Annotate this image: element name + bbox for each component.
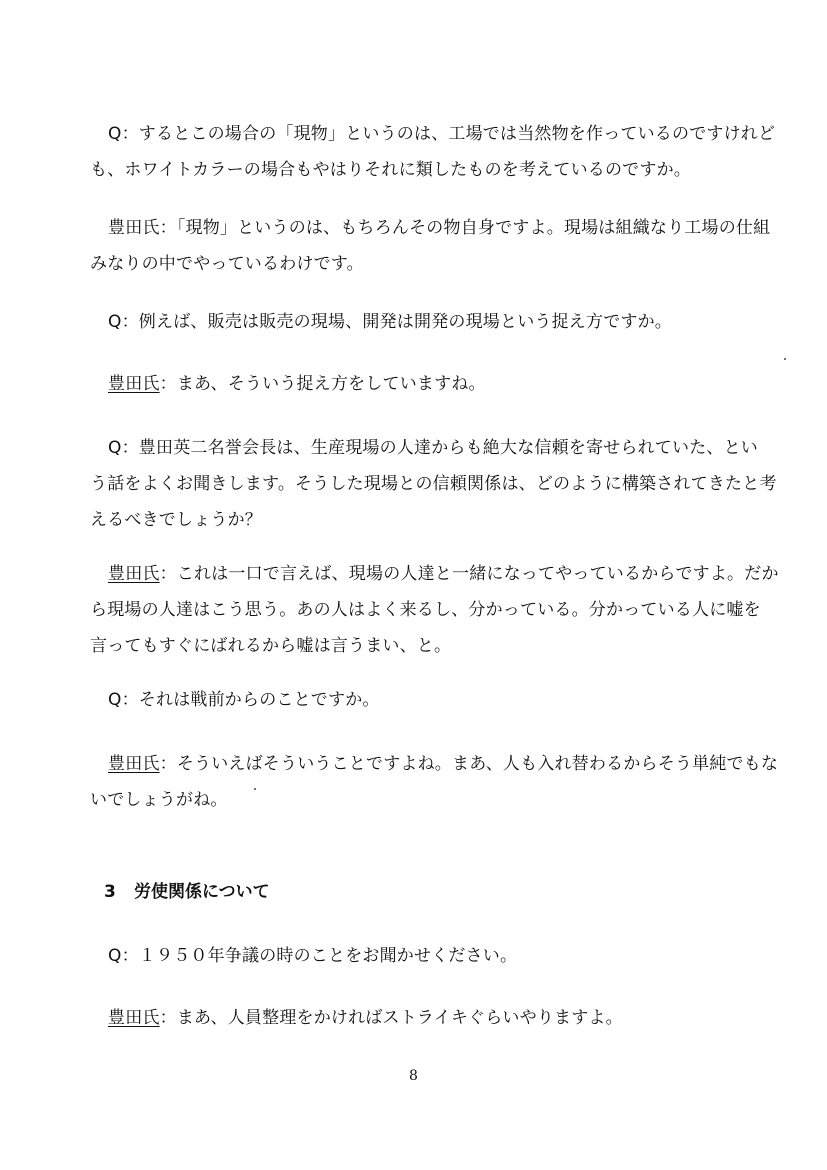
- paragraph-line: みなりの中でやっているわけです。: [90, 254, 364, 274]
- speaker-separator: ：: [121, 438, 139, 458]
- speaker-separator: ：: [159, 218, 177, 238]
- paragraph-text: 豊田英二名誉会長は、生産現場の人達からも絶大な信頼を寄せられていた、とい: [138, 438, 758, 458]
- paragraph-text: １９５０年争議の時のことをお聞かせください。: [138, 946, 518, 966]
- speaker-label: 豊田氏: [108, 218, 160, 238]
- paragraph-line: う話をよくお聞きします。そうした現場との信頼関係は、どのように構築されてきたと考: [90, 474, 777, 494]
- speaker-label: 豊田氏: [108, 1008, 160, 1028]
- interview-answer: [90, 1000, 780, 1036]
- paragraph-text: まあ、人員整理をかければストライキぐらいやりますよ。: [176, 1008, 623, 1028]
- section-title: 労使関係について: [134, 882, 270, 902]
- speaker-label: Q: [108, 946, 122, 966]
- interview-answer: [90, 366, 780, 402]
- paragraph-line: [90, 116, 780, 152]
- speaker-label: Q: [108, 124, 122, 144]
- paragraph-line: [90, 304, 780, 340]
- speaker-label: 豊田氏: [108, 374, 160, 394]
- speaker-label: Q: [108, 690, 122, 710]
- speaker-separator: ：: [159, 754, 177, 774]
- paragraph-line: [90, 1000, 780, 1036]
- paragraph-text: 例えば、販売は販売の現場、開発は開発の現場という捉え方ですか。: [138, 312, 672, 332]
- paragraph-text: まあ、そういう捉え方をしていますね。: [176, 374, 486, 394]
- paragraph-line: [90, 682, 780, 718]
- paragraph-line: [90, 430, 780, 466]
- paragraph-text: 「現物」というのは、もちろんその物自身ですよ。現場は組織なり工場の仕組: [176, 218, 771, 238]
- interview-answer: [90, 210, 780, 282]
- page-number: 8: [409, 1068, 418, 1084]
- speaker-label: 豊田氏: [108, 564, 160, 584]
- scan-speck: [254, 788, 256, 790]
- speaker-separator: ：: [121, 312, 139, 332]
- speaker-label: 豊田氏: [108, 754, 160, 774]
- interview-answer: [90, 556, 780, 664]
- paragraph-text: するとこの場合の「現物」というのは、工場では当然物を作っているのですけれど: [138, 124, 776, 144]
- paragraph-line: 言ってもすぐにばれるから嘘は言うまい、と。: [90, 636, 452, 656]
- paragraph-line: [90, 938, 780, 974]
- speaker-separator: ：: [159, 374, 177, 394]
- interview-question: [90, 116, 780, 188]
- interview-question: [90, 304, 780, 340]
- paragraph-line: [90, 210, 780, 246]
- speaker-separator: ：: [121, 124, 139, 144]
- paragraph-text: これは一口で言えば、現場の人達と一緒になってやっているからですよ。だか: [176, 564, 779, 584]
- paragraph-line: も、ホワイトカラーの場合もやはりそれに類したものを考えているのですか。: [90, 160, 691, 180]
- paragraph-text: それは戦前からのことですか。: [138, 690, 380, 710]
- section-heading: [104, 878, 270, 906]
- speaker-separator: ：: [121, 690, 139, 710]
- scan-speck: [784, 358, 786, 360]
- paragraph-line: [90, 366, 780, 402]
- speaker-separator: ：: [121, 946, 139, 966]
- interview-question: [90, 682, 780, 718]
- paragraph-line: いでしょうがね。: [90, 790, 228, 810]
- speaker-label: Q: [108, 438, 122, 458]
- interview-question: [90, 430, 780, 538]
- paragraph-line: ら現場の人達はこう思う。あの人はよく来るし、分かっている。分かっている人に嘘を: [90, 600, 761, 620]
- interview-answer: [90, 746, 780, 818]
- speaker-separator: ：: [159, 1008, 177, 1028]
- paragraph-line: [90, 556, 780, 592]
- paragraph-text: そういえばそういうことですよね。まあ、人も入れ替わるからそう単純でもな: [176, 754, 779, 774]
- speaker-label: Q: [108, 312, 122, 332]
- paragraph-line: [90, 746, 780, 782]
- speaker-separator: ：: [159, 564, 177, 584]
- paragraph-line: えるべきでしょうか？: [90, 510, 262, 530]
- interview-question: [90, 938, 780, 974]
- section-number: 3: [104, 882, 116, 902]
